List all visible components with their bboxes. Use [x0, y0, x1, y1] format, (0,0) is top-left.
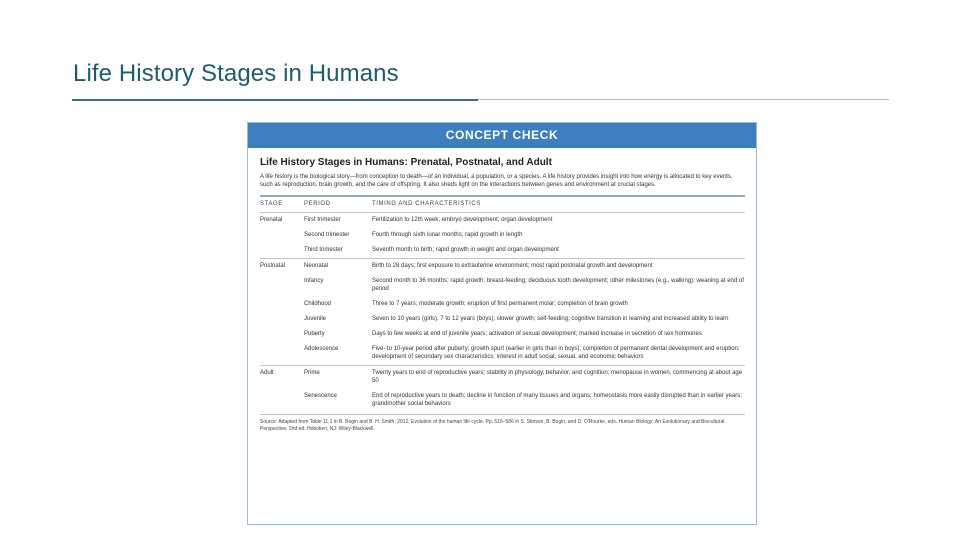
characteristics-cell: Days to few weeks at end of juvenile years; activation of sexual development; marked increase in secretion of sex hormones	[372, 331, 702, 337]
period-cell: Childhood	[304, 301, 332, 307]
stage-cell	[260, 342, 304, 366]
stage-cell: Adult	[260, 366, 304, 390]
card-title: Life History Stages in Humans: Prenatal, Postnatal, and Adult	[260, 157, 552, 168]
stage-cell	[260, 389, 304, 412]
period-cell: Neonatal	[304, 259, 372, 275]
table-row	[260, 259, 745, 275]
source-note: Source: Adapted from Table 11.1 in B. Bogin and B. H. Smith, 2012, Evolution of the human life cycle. Pp. 515–586 in S. Stinson, B. Bogin, and D. O'Rourke, eds. Human Biology: An Evolutionary and Biocultural Perspective, 2nd ed. Hoboken, NJ: Wiley-Blackwell.	[260, 414, 745, 433]
stage-cell	[260, 327, 304, 342]
characteristics-cell: Fourth through sixth lunar months; rapid growth in length	[372, 232, 523, 238]
characteristics-cell: Five- to 10-year period after puberty; growth spurt (earlier in girls than in boys); completion of permanent dental development and eruption; development of secondary sex characteristics; interest in adult social, sexual, and economic behaviors	[372, 346, 740, 360]
period-cell: Prime	[304, 366, 372, 390]
table-row	[260, 389, 745, 412]
table-row	[260, 274, 745, 297]
characteristics-cell: Three to 7 years; moderate growth; eruption of first permanent molar; completion of brain growth	[372, 301, 628, 307]
characteristics-cell: Seventh month to birth; rapid growth in weight and organ development	[372, 247, 559, 253]
characteristics-cell: Second month to 36 months; rapid growth; breast-feeding; deciduous tooth development; other milestones (e.g., walking); weaning at end of period	[372, 278, 744, 292]
life-history-table	[260, 197, 745, 412]
column-header-period: PERIOD	[304, 197, 372, 213]
card-header: CONCEPT CHECK	[248, 123, 756, 148]
characteristics-cell: End of reproductive years to death; decline in function of many tissues and organs; homeostasis more easily disrupted than in earlier years; grandmother social behaviors	[372, 393, 742, 407]
table-row	[260, 366, 745, 390]
concept-check-card	[247, 122, 757, 525]
stage-cell: Prenatal	[260, 213, 304, 229]
title-rule	[478, 99, 889, 100]
period-cell: First trimester	[304, 213, 372, 229]
title-underline	[72, 99, 478, 101]
stage-cell	[260, 243, 304, 259]
card-body	[248, 148, 756, 433]
period-cell: Second trimester	[304, 232, 350, 238]
card-intro: A life history is the biological story—from conception to death—of an individual, a population, or a species. A life history provides insight into how energy is allocated to key events, such as reproduction, brain growth, and the care of offspring. It also sheds light on the interactions between genes and environment at crucial stages.	[260, 174, 733, 188]
stage-cell	[260, 297, 304, 312]
stage-cell: Postnatal	[260, 259, 304, 275]
column-header-stage: STAGE	[260, 197, 304, 213]
period-cell: Adolescence	[304, 346, 339, 352]
period-cell: Third trimester	[304, 247, 343, 253]
table-row	[260, 228, 745, 243]
table-row	[260, 342, 745, 366]
stage-cell	[260, 312, 304, 327]
table-row	[260, 297, 745, 312]
period-cell: Senescence	[304, 393, 338, 399]
period-cell: Juvenile	[304, 316, 327, 322]
table-body	[260, 213, 745, 413]
column-header-timing: TIMING AND CHARACTERISTICS	[372, 197, 745, 213]
period-cell: Infancy	[304, 278, 324, 284]
characteristics-cell: Birth to 28 days; first exposure to extrauterine environment; most rapid postnatal growth and development	[372, 259, 745, 275]
table-row	[260, 312, 745, 327]
period-cell: Puberty	[304, 331, 325, 337]
slide-title: Life History Stages in Humans	[73, 60, 399, 87]
table-header-row	[260, 197, 745, 213]
characteristics-cell: Fertilization to 12th week; embryo development; organ development	[372, 213, 745, 229]
table-row	[260, 327, 745, 342]
characteristics-cell: Twenty years to end of reproductive years; stability in physiology, behavior, and cognition; menopause in women, commencing at about age 50	[372, 366, 745, 390]
table-row	[260, 213, 745, 229]
stage-cell	[260, 228, 304, 243]
table-row	[260, 243, 745, 259]
characteristics-cell: Seven to 10 years (girls), 7 to 12 years (boys); slower growth; self-feeding; cognitive transition in learning and increased ability to learn	[372, 316, 729, 322]
stage-cell	[260, 274, 304, 297]
